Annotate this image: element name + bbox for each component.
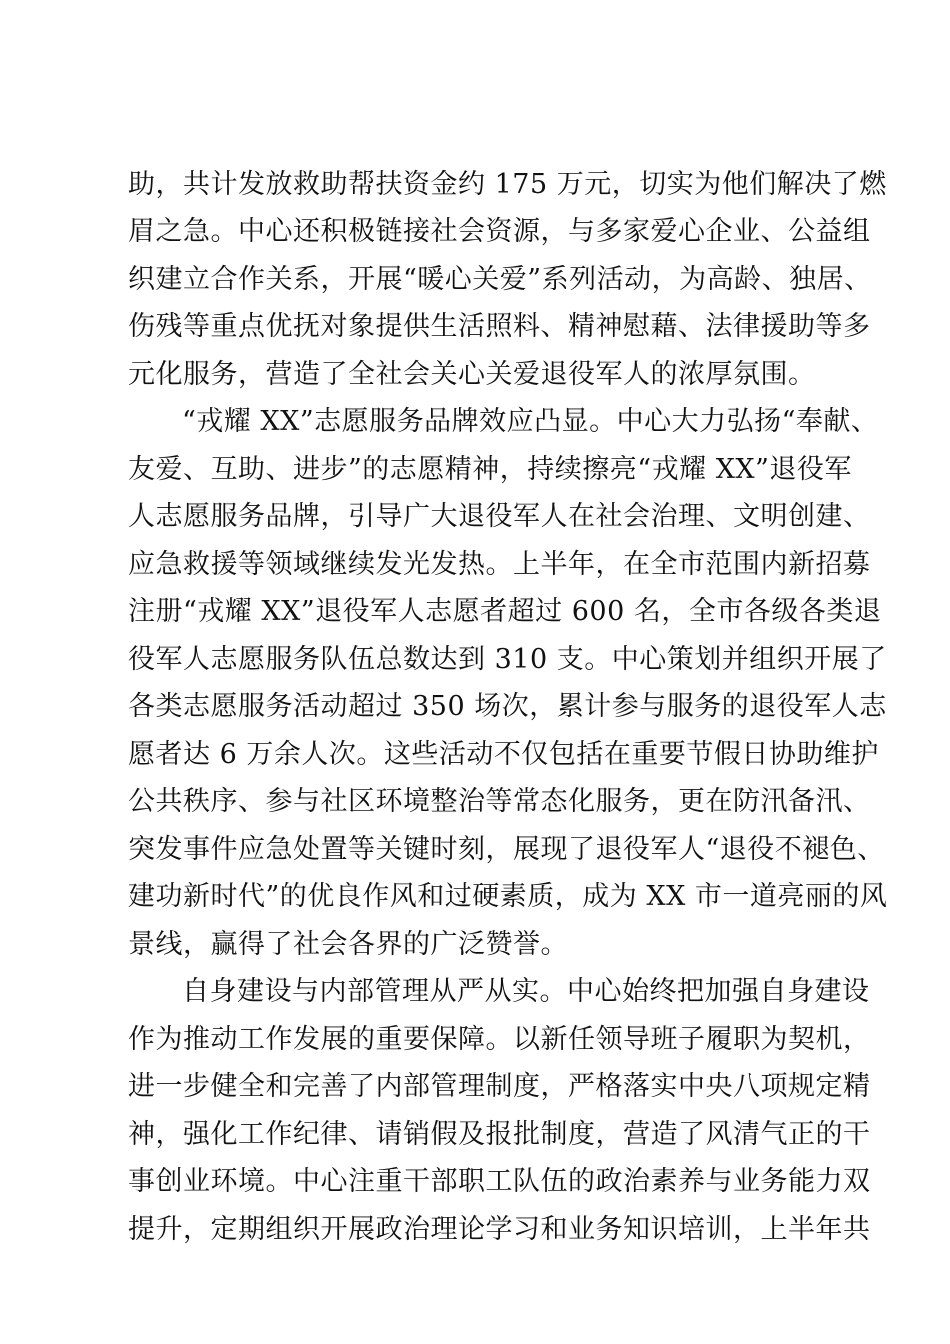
paragraph-heading-line: 自身建设与内部管理从严从实。中心始终把加强自身建设	[182, 976, 870, 1007]
text-line: 提升，定期组织开展政治理论学习和业务知识培训，上半年共	[128, 1214, 871, 1245]
text-line: 作为推动工作发展的重要保障。以新任领导班子履职为契机，	[128, 1024, 871, 1055]
text-line: 元化服务，营造了全社会关心关爱退役军人的浓厚氛围。	[128, 359, 816, 390]
text-line: 伤残等重点优抚对象提供生活照料、精神慰藉、法律援助等多	[128, 311, 871, 342]
text-line: 应急救援等领域继续发光发热。上半年，在全市范围内新招募	[128, 549, 871, 580]
text-line: 役军人志愿服务队伍总数达到 310 支。中心策划并组织开展了	[128, 644, 887, 675]
text-line: 人志愿服务品牌，引导广大退役军人在社会治理、文明创建、	[128, 501, 871, 532]
text-line: 助，共计发放救助帮扶资金约 175 万元，切实为他们解决了燃	[128, 169, 887, 200]
text-line: 友爱、互助、进步”的志愿精神，持续擦亮“戎耀 XX”退役军	[128, 454, 852, 485]
text-line: 眉之急。中心还积极链接社会资源，与多家爱心企业、公益组	[128, 216, 871, 247]
text-line: 各类志愿服务活动超过 350 场次，累计参与服务的退役军人志	[128, 691, 887, 722]
text-line: 突发事件应急处置等关键时刻，展现了退役军人“退役不褪色、	[128, 834, 885, 865]
text-line: 神，强化工作纪律、请销假及报批制度，营造了风清气正的干	[128, 1119, 871, 1150]
paragraph-heading-line: “戎耀 XX”志愿服务品牌效应凸显。中心大力弘扬“奉献、	[182, 406, 879, 437]
text-line: 进一步健全和完善了内部管理制度，严格落实中央八项规定精	[128, 1071, 871, 1102]
text-line: 织建立合作关系，开展“暖心关爱”系列活动，为高龄、独居、	[128, 264, 872, 295]
text-line: 公共秩序、参与社区环境整治等常态化服务，更在防汛备汛、	[128, 786, 871, 817]
text-line: 注册“戎耀 XX”退役军人志愿者超过 600 名，全市各级各类退	[128, 596, 882, 627]
text-line: 景线，赢得了社会各界的广泛赞誉。	[128, 929, 568, 960]
text-line: 愿者达 6 万余人次。这些活动不仅包括在重要节假日协助维护	[128, 739, 879, 770]
text-line: 建功新时代”的优良作风和过硬素质，成为 XX 市一道亮丽的风	[128, 881, 888, 912]
text-line: 事创业环境。中心注重干部职工队伍的政治素养与业务能力双	[128, 1166, 871, 1197]
